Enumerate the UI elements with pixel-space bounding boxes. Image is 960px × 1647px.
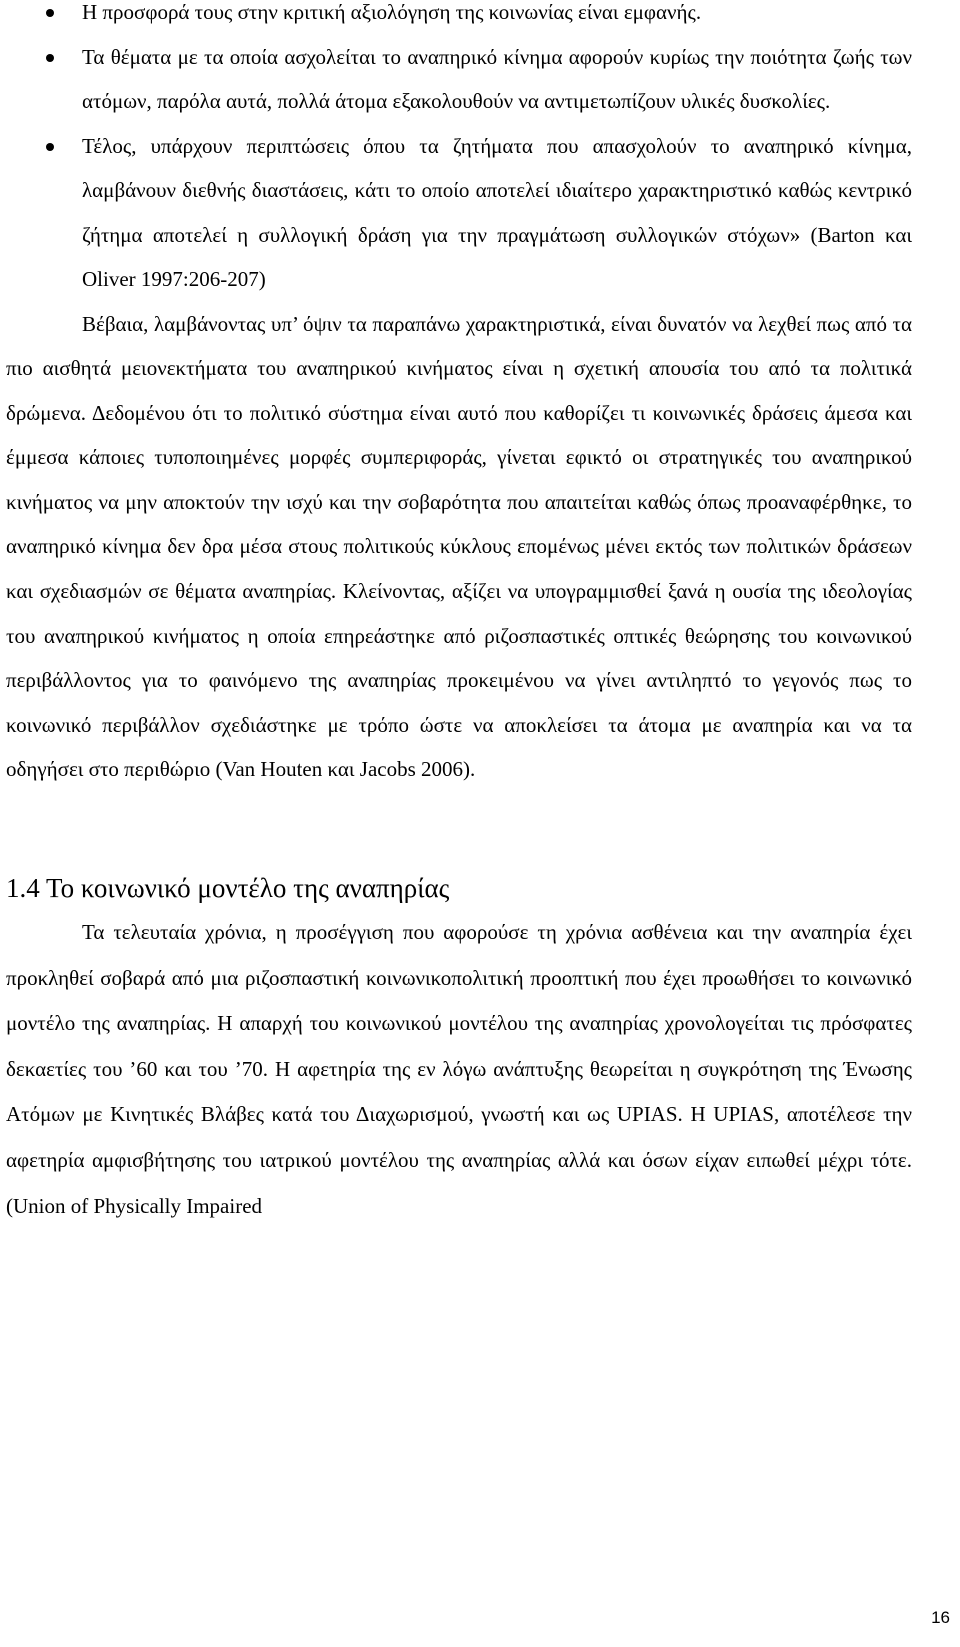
body-paragraph: Τα τελευταία χρόνια, η προσέγγιση που αφορούσε τη χρόνια ασθένεια και την αναπηρία έχει προκληθεί σοβαρά από μια ριζοσπαστική κοινωνικοπολιτική προοπτική που έχει προωθήσει το κοινωνικό μοντέλο της αναπηρίας. Η απαρχή του κοινωνικού μοντέλου της αναπηρίας χρονολογείται τις πρόσφατες δεκαετίες του ’60 και του ’70. Η αφετηρία της εν λόγω ανάπτυξης θεωρείται η συγκρότηση της Ένωσης Ατόμων με Κινητικές Βλάβες κατά του Διαχωρισμού, γνωστή και ως UPIAS. Η UPIAS, αποτέλεσε την αφετηρία αμφισβήτησης του ιατρικού μοντέλου της αναπηρίας αλλά και όσων είχαν ειπωθεί μέχρι τότε. (Union of Physically Impaired	[6, 920, 912, 1218]
bullet-item	[6, 124, 912, 302]
bullet-icon	[46, 54, 54, 62]
bullet-icon	[46, 143, 54, 151]
bullet-item	[6, 0, 912, 35]
bullet-text: Τα θέματα με τα οποία ασχολείται το αναπηρικό κίνημα αφορούν κυρίως την ποιότητα ζωής των ατόμων, παρόλα αυτά, πολλά άτομα εξακολουθούν να αντιμετωπίζουν υλικές δυσκολίες.	[82, 44, 912, 113]
section-heading: 1.4 Το κοινωνικό μοντέλο της αναπηρίας	[6, 873, 450, 904]
document-page	[6, 0, 912, 1229]
body-paragraph: Βέβαια, λαμβάνοντας υπ’ όψιν τα παραπάνω χαρακτηριστικά, είναι δυνατόν να λεχθεί πως από τα πιο αισθητά μειονεκτήματα του αναπηρικού κινήματος είναι η σχετική απουσία του από τα πολιτικά δρώμενα. Δεδομένου ότι το πολιτικό σύστημα είναι αυτό που καθορίζει τι κοινωνικές δράσεις άμεσα και έμμεσα κάποιες τυποποιημένες μορφές συμπεριφοράς, γίνεται εφικτό οι στρατηγικές του αναπηρικού κινήματος να μην αποκτούν την ισχύ και την σοβαρότητα που απαιτείται καθώς όπως προαναφέρθηκε, το αναπηρικό κίνημα δεν δρα μέσα στους πολιτικούς κύκλους επομένως μένει εκτός των πολιτικών δράσεων και σχεδιασμών σε θέματα αναπηρίας. Κλείνοντας, αξίζει να υπογραμμισθεί ξανά η ουσία της ιδεολογίας του αναπηρικού κινήματος η οποία επηρεάστηκε από ριζοσπαστικές οπτικές θεώρησης του κοινωνικού περιβάλλοντος για το φαινόμενο της αναπηρίας προκειμένου να γίνει αντιληπτό το γεγονός πως το κοινωνικό περιβάλλον σχεδιάστηκε με τρόπο ώστε να αποκλείσει τα άτομα με αναπηρία και να τα οδηγήσει στο περιθώριο (Van Houten και Jacobs 2006).	[6, 311, 912, 782]
bullet-text: Η προσφορά τους στην κριτική αξιολόγηση της κοινωνίας είναι εμφανής.	[82, 0, 702, 24]
bullet-icon	[46, 9, 54, 17]
bullet-list	[6, 0, 912, 302]
page-number: 16	[931, 1608, 950, 1627]
bullet-item	[6, 35, 912, 124]
bullet-text: Τέλος, υπάρχουν περιπτώσεις όπου τα ζητήματα που απασχολούν το αναπηρικό κίνημα, λαμβάνουν διεθνής διαστάσεις, κάτι το οποίο αποτελεί ιδιαίτερο χαρακτηριστικό καθώς κεντρικό ζήτημα αποτελεί η συλλογική δράση για την πραγμάτωση συλλογικών στόχων» (Barton και Oliver 1997:206-207)	[82, 133, 912, 291]
